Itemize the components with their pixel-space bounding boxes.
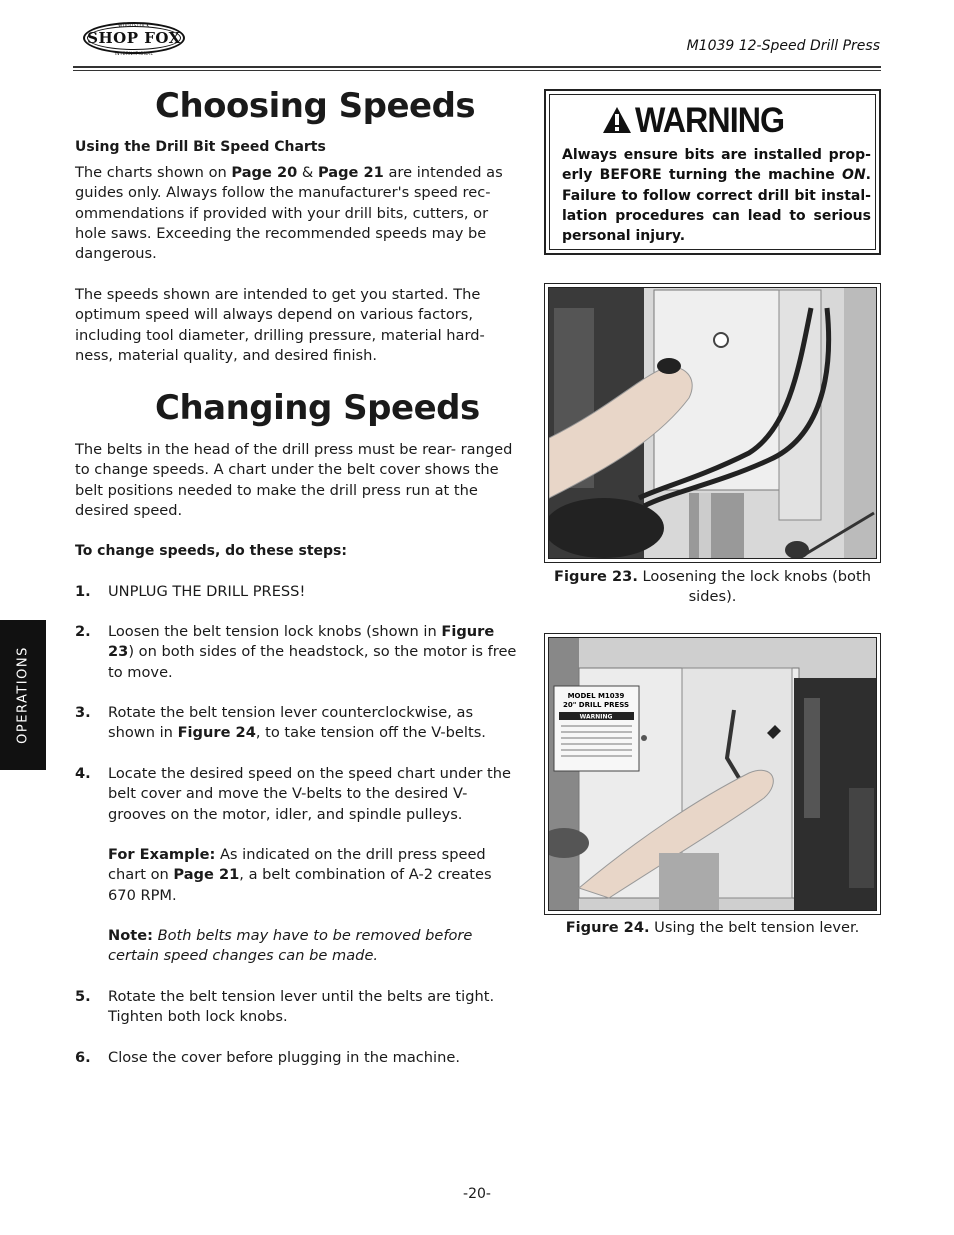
step-4-number: 4. [75, 765, 91, 782]
figure-24-ref: Figure 24 [177, 724, 256, 742]
header-rule-thin [73, 70, 881, 71]
note-text: Both belts may have to be removed before certain speed changes can be made. [108, 927, 473, 965]
choosing-paragraph-1: The charts shown on Page 20 & Page 21 are intended as guides only. Always follow the manufacturer's speed rec- ommendations if provided with your drill bits, cutters, or hole saws. Exceeding the recommended speeds may be dangerous. [75, 164, 503, 263]
header-rule-thick [73, 66, 881, 68]
figure-24-label: Figure 24. [565, 919, 650, 936]
warning-text: Always ensure bits are installed prop- erly BEFORE turning the machine ON. Failure to follow correct drill bit instal- lation procedures can lead to serious personal injury. [562, 147, 871, 245]
step-1-text: UNPLUG THE DRILL PRESS! [108, 583, 306, 600]
changing-speeds-heading: Changing Speeds [155, 388, 480, 428]
figure-24-photo [548, 637, 877, 911]
plate-line-2: 20" DRILL PRESS [562, 701, 630, 709]
operations-side-tab [0, 620, 46, 770]
side-tab-label: OPERATIONS [15, 646, 31, 744]
for-example-label: For Example: [108, 846, 216, 863]
page-21-example-ref: Page 21 [173, 866, 240, 884]
warning-triangle-icon [602, 105, 632, 135]
step-2-number: 2. [75, 623, 91, 640]
step-1-number: 1. [75, 583, 91, 600]
shop-fox-logo [80, 14, 190, 62]
choosing-speeds-heading: Choosing Speeds [155, 86, 476, 126]
step-5-text: Rotate the belt tension lever until the belts are tight. Tighten both lock knobs. [108, 988, 495, 1026]
warning-heading: WARNING [635, 101, 785, 140]
step-4-text: Locate the desired speed on the speed chart under the belt cover and move the V-belts to the desired V-grooves on the motor, idler, and spindle pulleys. [108, 765, 511, 823]
figure-24-caption: Figure 24. Using the belt tension lever. [565, 919, 860, 936]
figure-23-frame [544, 283, 881, 563]
choosing-paragraph-2: The speeds shown are intended to get you started. The optimum speed will always depend on various factors, including tool diameter, drilling pressure, material hard- ness, material quality, and desired finish. [75, 286, 485, 364]
step-3-text: Rotate the belt tension lever counterclockwise, as shown in Figure 24, to take tension off the V-belts. [108, 704, 486, 742]
logo-top-text: WOODSTOCK [118, 23, 150, 28]
figure-23-ref: Figure 23 [108, 623, 495, 661]
logo-bottom-text: INTERNATIONAL [114, 51, 154, 56]
plate-warning: WARNING [579, 713, 613, 721]
steps-intro: To change speeds, do these steps: [75, 543, 347, 559]
figure-23-illustration [549, 288, 877, 559]
drill-bit-speed-charts-subhead: Using the Drill Bit Speed Charts [75, 139, 326, 155]
page-21-ref: Page 21 [317, 164, 384, 181]
document-title: M1039 12-Speed Drill Press [686, 38, 880, 54]
figure-24-frame [544, 633, 881, 915]
warning-on-word: ON [842, 167, 866, 184]
figure-23-photo [548, 287, 877, 559]
for-example-paragraph: For Example: As indicated on the drill press speed chart on Page 21, a belt combination of A-2 creates 670 RPM. [108, 846, 492, 904]
step-2-text: Loosen the belt tension lock knobs (shown in Figure 23) on both sides of the headstock, so the motor is free to move. [108, 623, 517, 681]
note-label: Note: [108, 927, 153, 944]
logo-text: SHOP FOX [87, 29, 181, 47]
changing-paragraph: The belts in the head of the drill press must be rear- ranged to change speeds. A chart under the belt cover shows the belt positions needed to make the drill press run at the desired speed. [75, 441, 513, 519]
figure-23-caption: Figure 23. Loosening the lock knobs (both sides). [554, 568, 871, 606]
warning-box [544, 89, 881, 255]
page-20-ref: Page 20 [231, 164, 298, 181]
plate-line-1: MODEL M1039 [567, 692, 625, 700]
note-paragraph [108, 926, 520, 967]
step-5-number: 5. [75, 988, 91, 1005]
step-6-text: Close the cover before plugging in the machine. [108, 1049, 460, 1066]
step-3-number: 3. [75, 704, 91, 721]
figure-24-illustration [549, 638, 877, 911]
warning-box-inner-border [549, 94, 876, 250]
step-6-number: 6. [75, 1049, 91, 1066]
figure-23-label: Figure 23. [554, 568, 638, 585]
page-number: -20- [463, 1186, 491, 1202]
